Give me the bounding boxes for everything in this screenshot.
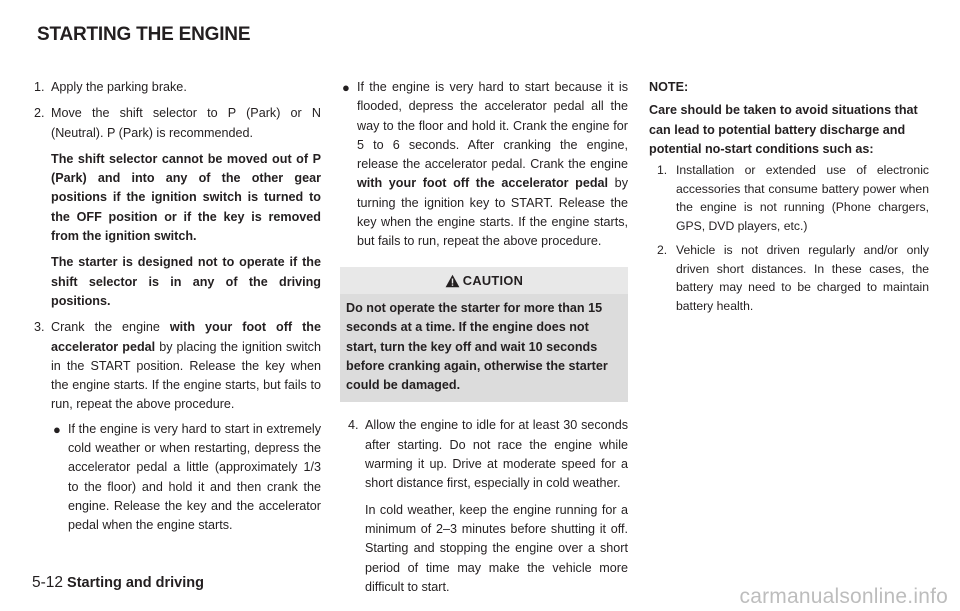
step-4 [348, 416, 628, 597]
bullet-item: ● If the engine is very hard to start because it is flooded, depress the accelerator pedal all the way to the floor and hold it. Crank the engine for 5 to 6 seconds. After cranking the engine, release the accelerator pedal. Crank the engine with your foot off the accelerator pedal by turning the ignition key to START. Release the key when the engine starts. If the engine starts, but fails to run, repeat the above procedure. [342, 80, 628, 249]
step-text: Crank the engine with your foot off the accelerator pedal by placing the ignition switch in the START position. Release the key when the engine starts. If the engine starts, but fails to run, repeat the above procedure. [51, 320, 321, 412]
step-number: 4. [348, 418, 359, 433]
bullet-item: ● If the engine is very hard to start in extremely cold weather or when restarting, depress the accelerator pedal a little (approximately 1/3 to the floor) and hold it and then crank the engine. Release the key and the accelerator pedal when the engine starts. [53, 421, 321, 533]
step-note-bold: The starter is designed not to operate if the shift selector is in any of the driving positions. [51, 255, 321, 308]
page-footer [32, 574, 204, 592]
caution-text: Do not operate the starter for more than 15 seconds at a time. If the engine does not start, turn the key off and wait 10 seconds before cranking again, otherwise the starter could be damaged. [346, 300, 608, 393]
note-number: 2. [657, 243, 668, 258]
step-2 [34, 104, 321, 311]
note-number: 1. [657, 163, 668, 178]
step-note-bold: The shift selector cannot be moved out of P (Park) and into any of the other gear positions if the ignition switch is turned to the OFF position or if the key is removed from the ignition switch. [51, 151, 321, 244]
note-intro: Care should be taken to avoid situations that can lead to potential battery discharge and potential no-start conditions such as: [649, 103, 918, 156]
step-text: Apply the parking brake. [51, 80, 187, 94]
bullet-dot-icon: ● [342, 80, 350, 95]
step-number: 3. [34, 320, 45, 335]
caution-header [340, 267, 628, 294]
watermark: carmanualsonline.info [739, 585, 948, 608]
note-title: NOTE: [649, 80, 689, 94]
caution-title: CAUTION [462, 272, 524, 288]
caution-box [340, 267, 628, 403]
step-text: Move the shift selector to P (Park) or N (Neutral). P (Park) is recommended. [51, 106, 321, 140]
column-3 [649, 78, 929, 321]
step-1 [34, 78, 321, 97]
note-text: Installation or extended use of electronic accessories that consume battery power when the engine is not running (Phone chargers, GPS, DVD players, etc.) [676, 163, 929, 233]
step-3 [34, 318, 321, 535]
bullet-dot-icon: ● [53, 421, 61, 437]
step-number: 2. [34, 106, 45, 121]
step-text: Allow the engine to idle for at least 30 seconds after starting. Do not race the engine while warming it up. Drive at moderate speed for a short distance first, especially in cold weather. [365, 418, 628, 491]
note-item-1 [649, 161, 929, 235]
step-number: 1. [34, 80, 45, 94]
page-number: 5-12 [32, 574, 64, 591]
column-2 [340, 78, 628, 604]
column-1 [34, 78, 321, 543]
section-name: Starting and driving [67, 575, 204, 591]
note-item-2 [649, 241, 929, 315]
page-title: STARTING THE ENGINE [37, 24, 251, 45]
note-text: Vehicle is not driven regularly and/or only driven short distances. In these cases, the battery may need to be charged to maintain battery health. [676, 243, 929, 313]
warning-triangle-icon [445, 274, 460, 288]
step-paragraph: In cold weather, keep the engine running for a minimum of 2–3 minutes before shutting it off. Starting and stopping the engine over a short period of time may make the vehicle more difficult to start. [365, 502, 628, 594]
